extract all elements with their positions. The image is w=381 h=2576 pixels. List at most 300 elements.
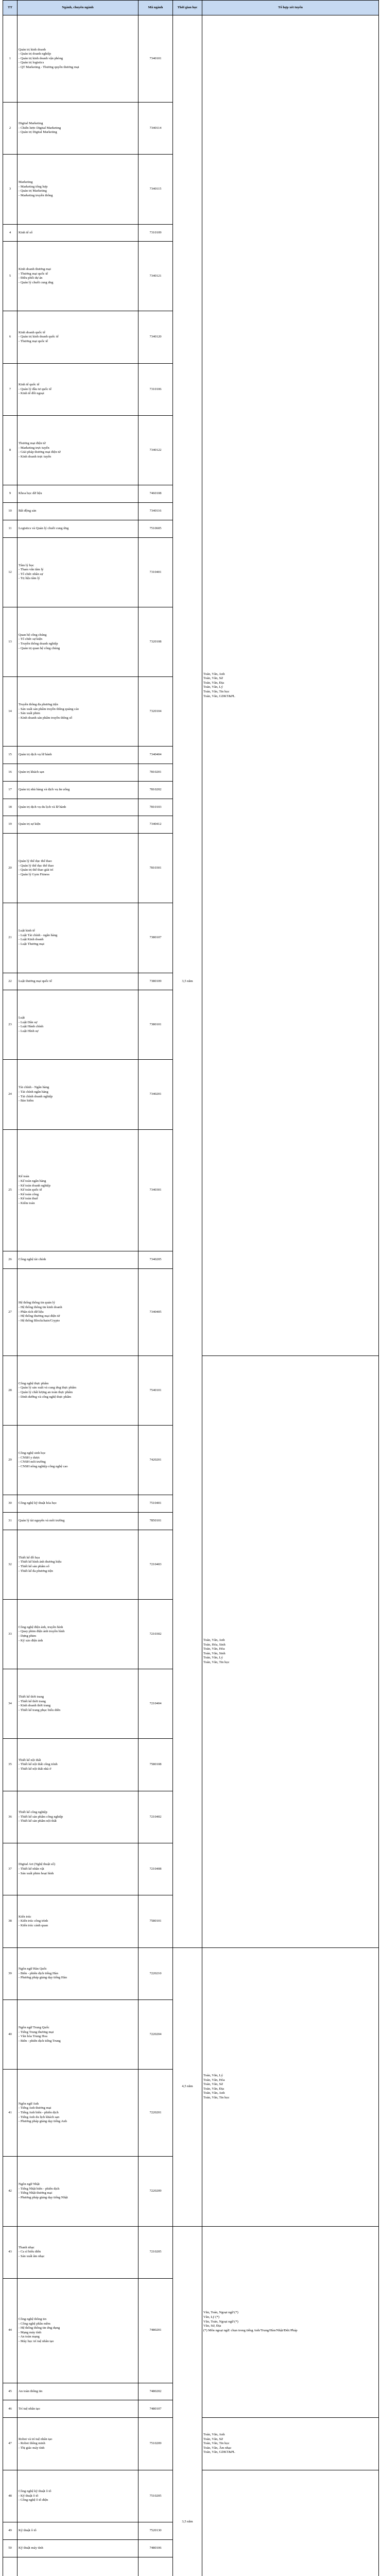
specialization-name: - Sản xuất sản phẩm truyền thông quảng cáo (19, 707, 79, 711)
major-name: Ngôn ngữ Anh (19, 2102, 39, 2106)
table-body (3, 15, 379, 2576)
specialization-name: - Quản trị kinh doanh quốc tế (19, 335, 59, 339)
major-name-cell (18, 764, 138, 782)
major-name: Trí tuệ nhân tạo (19, 2406, 40, 2411)
subject-combo: Toán, Văn, Anh (203, 672, 225, 676)
row-number: 7 (3, 363, 18, 415)
specialization-name: - Marketing trực tuyến (19, 446, 49, 450)
specialization-name: - Tiếng Trung thương mại (19, 2030, 54, 2034)
specialization-name: - Thiết kế nội thất công trình (19, 1762, 58, 1767)
row-number: 17 (3, 781, 18, 799)
table-row (3, 2226, 379, 2278)
major-name: Quản trị dịch vụ du lịch và lữ hành (19, 805, 66, 809)
row-number: 18 (3, 799, 18, 816)
specialization-name: - Kế toán doanh nghiệp (19, 1183, 50, 1188)
specialization-name: - Luật Hình sự (19, 1029, 39, 1033)
row-number: 9 (3, 485, 18, 503)
specialization-name: - Thị giác máy tính (19, 2446, 45, 2450)
subject-combo: Toán, Văn, Sử (203, 2082, 223, 2087)
specialization-name: - Kế toán công (19, 1192, 39, 1196)
row-number: 32 (3, 1530, 18, 1599)
admission-combos (202, 2470, 379, 2576)
subject-combo: Toán, Văn, Âm nhạc (203, 2446, 232, 2450)
specialization-name: - Mạng máy tính (19, 2330, 42, 2334)
row-number: 34 (3, 1669, 18, 1739)
major-code: 7510605 (138, 520, 173, 537)
major-name-cell (18, 2522, 138, 2539)
subject-combo: Văn, Toán, Ngoại ngữ (*) (203, 2319, 238, 2324)
major-name-cell (18, 224, 138, 242)
subject-combo: Văn, Lý (*) (203, 2315, 219, 2319)
specialization-name: - Kỹ thuật ô tô (19, 2494, 39, 2498)
major-code: 7420201 (138, 1426, 173, 1495)
row-number: 33 (3, 1600, 18, 1669)
major-code: 7310401 (138, 537, 173, 607)
specialization-name: - Chiến lược Digital Marketing (19, 126, 61, 130)
specialization-name: - Kinh tế đối ngoại (19, 392, 44, 396)
specialization-name: - Marketing truyền thông (19, 194, 53, 198)
row-number: 46 (3, 2400, 18, 2418)
specialization-name: - CNSH môi trường (19, 1460, 46, 1464)
major-name-cell (18, 1251, 138, 1269)
major-code: 7510401 (138, 1495, 173, 1513)
specialization-name: - Tiếng Nhật thương mại (19, 2191, 53, 2195)
study-duration: 4,5 năm (173, 1947, 202, 2226)
table-row (3, 15, 379, 103)
major-code: 7340201 (138, 1060, 173, 1129)
row-number: 13 (3, 607, 18, 676)
major-name-cell (18, 2557, 138, 2576)
row-number: 29 (3, 1426, 18, 1495)
major-name: Công nghệ thực phẩm (19, 1381, 49, 1385)
row-number: 14 (3, 677, 18, 747)
specialization-name: - Tài chính doanh nghiệp (19, 1094, 53, 1098)
specialization-name: - Quản trị quan hệ công chúng (19, 646, 60, 650)
major-code: 7540101 (138, 1355, 173, 1425)
specialization-name: - Kế toán ngân hàng (19, 1179, 46, 1183)
specialization-name: - Quản lý chuỗi cung ứng (19, 280, 54, 284)
specialization-name: - Luật Dân sự (19, 1020, 38, 1024)
specialization-name: - Thiết kế nội thất nhà ở (19, 1767, 51, 1771)
major-code: 7320108 (138, 607, 173, 676)
major-code: 7810202 (138, 781, 173, 799)
row-number: 5 (3, 242, 18, 311)
major-name-cell (18, 1843, 138, 1895)
major-name-cell (18, 2278, 138, 2383)
major-code: 7340122 (138, 416, 173, 485)
admission-combos (202, 2418, 379, 2470)
major-code: 7220209 (138, 2157, 173, 2226)
major-code: 7340101 (138, 15, 173, 103)
specialization-name: - Tổ chức sự kiện (19, 637, 43, 641)
major-name: Thiết kế thời trang (19, 1695, 44, 1699)
major-name: Ngôn ngữ Hàn Quốc (19, 1967, 47, 1971)
major-code: 7810301 (138, 834, 173, 903)
subject-combo: Toán, Văn, GDKT&PL (203, 694, 235, 698)
major-name: Quản trị dịch vụ lữ hành (19, 753, 52, 757)
subject-combo: Toán, Văn, Lý (203, 1656, 223, 1660)
major-code: 7340301 (138, 1129, 173, 1251)
subject-combo: Toán, Hóa, Sinh (203, 1642, 226, 1647)
majors-table (3, 0, 379, 2576)
specialization-name: - Luật Kinh doanh (19, 938, 44, 942)
row-number: 23 (3, 990, 18, 1060)
specialization-name: - Hệ thống thông tin kinh doanh (19, 1306, 62, 1310)
major-name-cell (18, 903, 138, 973)
subject-combo: Toán, Văn, Anh (203, 2432, 225, 2436)
subject-combo: Toán, Văn, Anh (203, 1638, 225, 1642)
major-code: 7510205 (138, 2470, 173, 2522)
specialization-name: - Ca sĩ biểu diễn (19, 2250, 41, 2254)
major-name-cell (18, 2226, 138, 2278)
major-name-cell (18, 102, 138, 154)
table-row (3, 1947, 379, 1999)
specialization-name: - Hệ thống thương mại điện tử (19, 1314, 60, 1318)
specialization-name: - Quản trị logistics (19, 61, 44, 65)
major-code: 7340121 (138, 242, 173, 311)
specialization-name: - Truyền thông doanh nghiệp (19, 641, 58, 646)
major-name-cell (18, 1669, 138, 1739)
major-name: Marketing (19, 180, 33, 184)
major-name: Digital Art (Nghệ thuật số) (19, 1862, 56, 1867)
major-name: An toàn thông tin (19, 2389, 43, 2393)
row-number: 45 (3, 2383, 18, 2400)
major-name: Kỹ thuật máy tính (19, 2546, 43, 2550)
row-number: 6 (3, 311, 18, 363)
specialization-name: - CNSH y dược (19, 1455, 40, 1460)
subject-combo: Toán, Văn, Tin học (203, 690, 230, 694)
row-number: 43 (3, 2226, 18, 2278)
major-name-cell (18, 1895, 138, 1947)
major-name: Ngôn ngữ Trung Quốc (19, 2026, 49, 2030)
major-name: Kinh doanh thương mại (19, 267, 51, 272)
subject-combo: Toán, Văn, Hóa (203, 1647, 225, 1651)
major-name: Công nghệ thông tin (19, 2317, 47, 2321)
major-name: Khoa học dữ liệu (19, 492, 42, 496)
major-name: Thiết kế công nghiệp (19, 1810, 47, 1815)
major-name-cell (18, 781, 138, 799)
major-name: Logistics và Quản lý chuỗi cung ứng (19, 527, 69, 531)
subject-combo: Toán, Văn, Anh (203, 2091, 225, 2095)
major-name-cell (18, 1495, 138, 1513)
specialization-name: - Tiếng Anh biên - phiên dịch (19, 2111, 59, 2115)
specialization-name: - Luật Hành chính (19, 1025, 44, 1029)
major-name-cell (18, 242, 138, 311)
subject-combo: (*) Môn ngoại ngữ: chọn trong tiếng Anh/Trung/Hàn/Nhật/Đức/Pháp (203, 2328, 298, 2332)
major-code: 7340205 (138, 1251, 173, 1269)
study-duration: 3,5 năm (173, 2226, 202, 2576)
header-combos: Tổ hợp xét tuyển (202, 1, 379, 15)
major-code: 7460108 (138, 485, 173, 503)
specialization-name: - Thiết kế nhân vật (19, 1867, 44, 1871)
major-code: 7480202 (138, 2383, 173, 2400)
subject-combo: Toán, Văn, Địa (203, 2087, 224, 2091)
row-number: 31 (3, 1513, 18, 1530)
major-code: 7380107 (138, 903, 173, 973)
major-code: 7480201 (138, 2278, 173, 2383)
specialization-name: - Phương pháp giảng dạy tiếng Hàn (19, 1976, 67, 1980)
specialization-name: - Kinh doanh sản phẩm truyền thông số (19, 716, 73, 720)
specialization-name: - Biên - phiên dịch tiếng Hàn (19, 1971, 58, 1975)
major-code: 7210403 (138, 1530, 173, 1599)
subject-combo: Toán, Văn, Sinh (203, 1651, 226, 1655)
major-code: 7380109 (138, 973, 173, 990)
row-number: 15 (3, 747, 18, 764)
specialization-name: - Tiếng Anh thương mại (19, 2106, 51, 2110)
major-name-cell (18, 363, 138, 415)
admission-combos (202, 2226, 379, 2418)
subject-combo: Toán, Văn, Tin học (203, 1660, 230, 1665)
specialization-name: - Kỹ xảo điện ảnh (19, 1638, 43, 1642)
row-number: 8 (3, 416, 18, 485)
specialization-name: - Quản trị thể thao giải trí (19, 868, 54, 872)
row-number: 2 (3, 102, 18, 154)
specialization-name: - Kế toán quốc tế (19, 1188, 42, 1192)
row-number: 40 (3, 2000, 18, 2070)
row-number: 22 (3, 973, 18, 990)
major-code: 7850101 (138, 1513, 173, 1530)
major-name: Kinh doanh quốc tế (19, 330, 45, 334)
major-code: 7810103 (138, 799, 173, 816)
specialization-name: - CNSH nông nghiệp công nghệ cao (19, 1464, 68, 1468)
major-name: Kinh tế quốc tế (19, 383, 40, 387)
specialization-name: - Quản lý Gym Fitness (19, 872, 50, 876)
specialization-name: - Sản xuất phim hoạt hình (19, 1871, 54, 1875)
major-code: 7220201 (138, 2070, 173, 2157)
specialization-name: - Hệ thống Blockchain/Crypto (19, 1318, 60, 1323)
specialization-name: - Tài chính ngân hàng (19, 1090, 48, 1094)
major-name: Ngôn ngữ Nhật (19, 2182, 40, 2187)
major-name: Quản lý thể dục thể thao (19, 859, 52, 863)
specialization-name: - Bảo hiểm (19, 1099, 34, 1103)
row-number: 39 (3, 1947, 18, 1999)
major-name-cell (18, 2000, 138, 2070)
specialization-name: - Quản lý đầu tư quốc tế (19, 387, 51, 391)
major-name: Quản trị sự kiện (19, 822, 41, 826)
major-name: Luật thương mại quốc tế (19, 979, 52, 983)
specialization-name: - Sản xuất phim (19, 711, 40, 716)
row-number: 44 (3, 2278, 18, 2383)
header-code: Mã ngành (138, 1, 173, 15)
major-name: Kỹ thuật ô tô (19, 2529, 37, 2533)
major-code: 7340405 (138, 1268, 173, 1355)
major-name: Hệ thống thông tin quản lý (19, 1301, 55, 1305)
specialization-name: - An toàn mạng (19, 2335, 40, 2339)
major-name-cell (18, 990, 138, 1060)
major-name: Công nghệ tài chính (19, 1258, 46, 1262)
major-name-cell (18, 1426, 138, 1495)
specialization-name: - Hệ thống thông tin ứng dụng (19, 2326, 60, 2330)
major-code: 7340404 (138, 747, 173, 764)
specialization-name: - Văn hóa Trung Hoa (19, 2035, 47, 2039)
specialization-name: - Kiểm toán (19, 1201, 35, 1205)
major-name-cell (18, 1947, 138, 1999)
major-name: Công nghệ kỹ thuật ô tô (19, 2489, 51, 2493)
subject-combo: Văn, Toán, Ngoại ngữ (*) (203, 2311, 238, 2315)
major-name: Công nghệ sinh học (19, 1451, 46, 1455)
specialization-name: - Marketing tổng hợp (19, 184, 48, 189)
major-code: 7210408 (138, 1843, 173, 1895)
major-name-cell (18, 485, 138, 503)
specialization-name: - Biên - phiên dịch tiếng Trung (19, 2039, 61, 2043)
major-name: Luật kinh tế (19, 929, 35, 933)
major-name: Bất động sản (19, 509, 37, 513)
major-code: 7580108 (138, 1739, 173, 1791)
major-name-cell (18, 15, 138, 103)
major-name-cell (18, 2400, 138, 2418)
major-name: Thanh nhạc (19, 2245, 34, 2249)
major-code (138, 2557, 173, 2576)
major-name: Thiết kế nội thất (19, 1758, 41, 1762)
major-code: 7480107 (138, 2400, 173, 2418)
major-name-cell (18, 520, 138, 537)
specialization-name: - Quay phim điện ảnh truyền hình (19, 1630, 65, 1634)
major-name-cell (18, 973, 138, 990)
row-number: 4 (3, 224, 18, 242)
major-code: 7520130 (138, 2522, 173, 2539)
major-name-cell (18, 537, 138, 607)
major-name-cell (18, 816, 138, 834)
major-name-cell (18, 1129, 138, 1251)
specialization-name: - Công nghệ phần mềm (19, 2321, 50, 2326)
major-code: 7220210 (138, 1947, 173, 1999)
major-name-cell (18, 834, 138, 903)
specialization-name: - Kế toán thuế (19, 1197, 38, 1201)
specialization-name: - Tiếng Nhật biên - phiên dịch (19, 2187, 60, 2191)
major-name-cell (18, 1791, 138, 1843)
header-duration: Thời gian học (173, 1, 202, 15)
major-code: 7210404 (138, 1669, 173, 1739)
major-name-cell (18, 677, 138, 747)
study-duration: 3,5 năm (173, 15, 202, 1948)
major-name: Thương mại điện tử (19, 442, 46, 446)
row-number: 21 (3, 903, 18, 973)
row-number: 3 (3, 155, 18, 224)
row-number: 35 (3, 1739, 18, 1791)
row-number: 38 (3, 1895, 18, 1947)
specialization-name: - Giải pháp thương mại điện tử (19, 450, 61, 454)
subject-combo: Toán, Văn, Hóa (203, 2078, 225, 2082)
major-name-cell (18, 1739, 138, 1791)
major-name: Thiết kế đồ họa (19, 1555, 40, 1560)
major-name-cell (18, 311, 138, 363)
major-name-cell (18, 2157, 138, 2226)
major-name-cell (18, 1600, 138, 1669)
major-code: 7340114 (138, 102, 173, 154)
major-code: 7210302 (138, 1600, 173, 1669)
major-name: Công nghệ kỹ thuật hóa học (19, 1501, 57, 1505)
header-name: Ngành, chuyên ngành (18, 1, 138, 15)
major-name: Quản trị nhà hàng và dịch vụ ăn uống (19, 787, 70, 791)
row-number: 41 (3, 2070, 18, 2157)
specialization-name: - Luật Thương mại (19, 942, 44, 946)
row-number: 1 (3, 15, 18, 103)
specialization-name: - Tham vấn tâm lý (19, 568, 44, 572)
major-name-cell (18, 1513, 138, 1530)
specialization-name: - Thiết kế hình ảnh thương hiệu (19, 1560, 62, 1564)
specialization-name: - Thương mại quốc tế (19, 272, 48, 276)
major-name: Tâm lý học (19, 563, 34, 567)
row-number: 24 (3, 1060, 18, 1129)
major-name-cell (18, 155, 138, 224)
row-number: 48 (3, 2470, 18, 2522)
specialization-name: - Kinh doanh thời trang (19, 1704, 51, 1708)
specialization-name: - Kinh doanh trực tuyến (19, 454, 51, 459)
specialization-name: - Phương pháp giảng dạy tiếng Nhật (19, 2196, 68, 2200)
major-code: 7810201 (138, 764, 173, 782)
row-number: 12 (3, 537, 18, 607)
major-code: 7310106 (138, 363, 173, 415)
header-stt: TT (3, 1, 18, 15)
subject-combo: Toán, Văn, Tin học (203, 2095, 230, 2099)
specialization-name: - Trị liệu tâm lý (19, 577, 40, 581)
specialization-name: - Kiến trúc cảnh quan (19, 1923, 48, 1927)
admission-combos (202, 1947, 379, 2226)
subject-combo: Toán, Văn, Lý (203, 685, 223, 689)
specialization-name: - Robot thông minh (19, 2442, 45, 2446)
specialization-name: - Thiết kế sản phẩm nội thất (19, 1819, 57, 1823)
major-name: Tài chính - Ngân hàng (19, 1086, 49, 1090)
major-name-cell (18, 1268, 138, 1355)
row-number: 30 (3, 1495, 18, 1513)
row-number: 11 (3, 520, 18, 537)
major-name: Quản lý tài nguyên và môi trường (19, 1519, 65, 1523)
specialization-name: - Máy học trí tuệ nhân tạo (19, 2339, 54, 2343)
row-number: 20 (3, 834, 18, 903)
admission-combos (202, 1355, 379, 1947)
row-number: 28 (3, 1355, 18, 1425)
major-code: 7210205 (138, 2226, 173, 2278)
specialization-name: - Quản lý sản xuất và cung ứng thực phẩm (19, 1386, 77, 1390)
specialization-name: - Kiến trúc công trình (19, 1919, 48, 1923)
specialization-name: - Quản trị doanh nghiệp (19, 52, 51, 56)
specialization-name: - Phương pháp giảng dạy tiếng Anh (19, 2120, 67, 2124)
specialization-name: - Luật Tài chính - ngân hàng (19, 933, 58, 937)
subject-combo: Toán, Văn, Tin học (203, 2442, 230, 2446)
major-name-cell (18, 2070, 138, 2157)
major-name: Luật (19, 1016, 25, 1020)
major-code: 7580101 (138, 1895, 173, 1947)
major-name: Digital Marketing (19, 122, 43, 126)
major-name: Kế toán (19, 1175, 29, 1179)
major-name-cell (18, 2418, 138, 2470)
major-code: 7340115 (138, 155, 173, 224)
major-code: 7380101 (138, 990, 173, 1060)
major-name-cell (18, 503, 138, 520)
major-name: Kinh tế số (19, 230, 33, 234)
major-name-cell (18, 747, 138, 764)
subject-combo: Toán, Văn, GDKT&PL (203, 2450, 235, 2454)
specialization-name: - Thiết kế sản phẩm công nghiệp (19, 1815, 63, 1819)
table-header-row (3, 1, 379, 15)
row-number: 50 (3, 2539, 18, 2557)
specialization-name: - Quản trị Digital Marketing (19, 130, 57, 134)
specialization-name: - Thiết kế thời trang (19, 1699, 46, 1703)
major-code: 7340120 (138, 311, 173, 363)
row-number: 36 (3, 1791, 18, 1843)
major-name-cell (18, 416, 138, 485)
major-name-cell (18, 2539, 138, 2557)
subject-combo: Toán, Văn, Lý (203, 2073, 223, 2077)
subject-combo: Toán, Văn, Địa (203, 681, 224, 685)
major-name: Công nghệ điện ảnh, truyền hình (19, 1625, 63, 1629)
major-code: 7510209 (138, 2418, 173, 2470)
major-name: Robot và trí tuệ nhân tạo (19, 2437, 53, 2441)
specialization-name: - Tiếng Anh du lịch khách sạn (19, 2115, 60, 2119)
major-name-cell (18, 1530, 138, 1599)
row-number: 42 (3, 2157, 18, 2226)
specialization-name: - Công nghệ ô tô điện (19, 2498, 48, 2502)
